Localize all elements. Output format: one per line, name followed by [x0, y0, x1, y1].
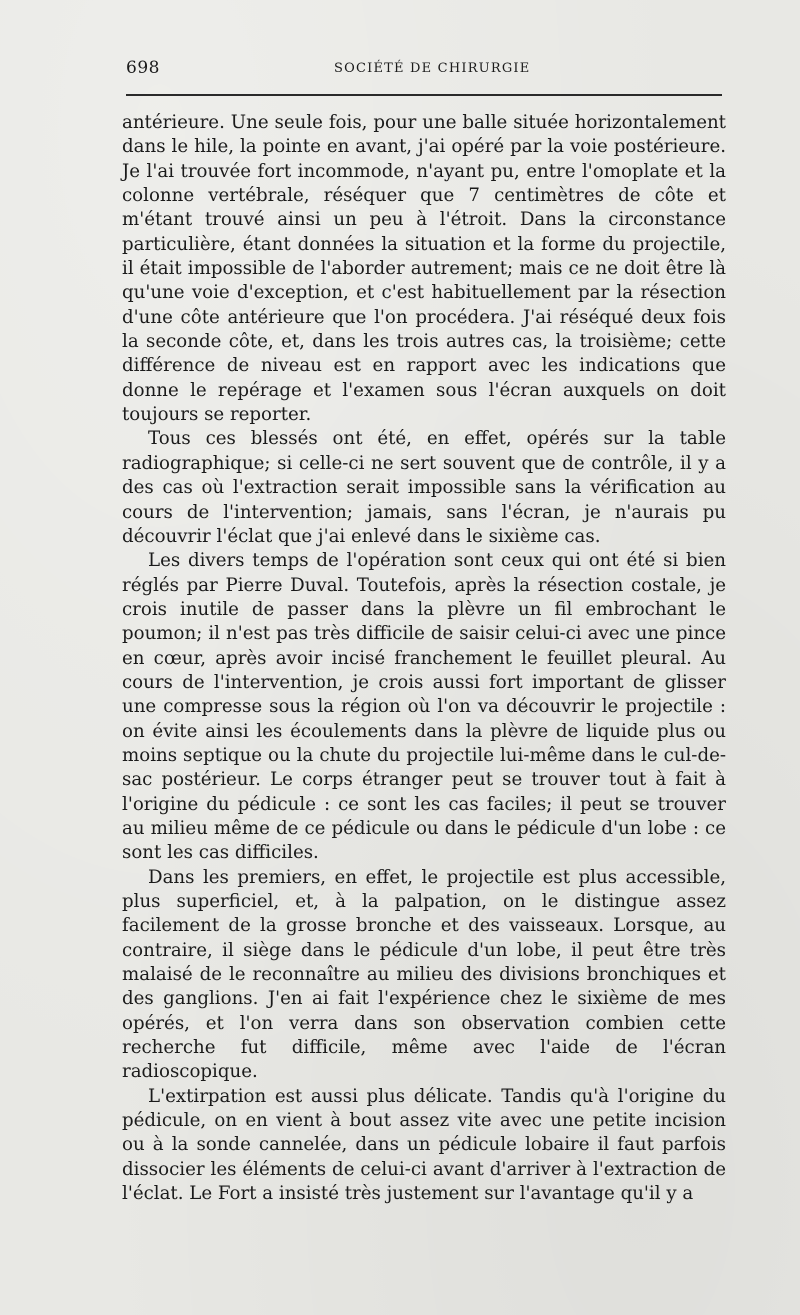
paragraph-operation-steps: Les divers temps de l'opération sont ceux qui ont été si bien réglés par Pierre Duval. Toutefois, après la résection costale, je crois inutile de passer dans la plèvre un fil embrochant le poumon; il n'est pas très difficile de saisir celui-ci avec une pince en cœur, après avoir incisé franchement le feuillet pleural. Au cours de l'intervention, je crois aussi fort important de glisser une compresse sous la région où l'on va découvrir le projectile : on évite ainsi les écoulements dans la plèvre de liquide plus ou moins septique ou la chute du projectile lui-même dans le cul-de-sac postérieur. Le corps étranger peut se trouver tout à fait à l'origine du pédicule : ce sont les cas faciles; il peut se trouver au milieu même de ce pédicule ou dans le pédicule d'un lobe : ce sont les cas difficiles. — [122, 550, 726, 864]
paragraph-first-cases: Dans les premiers, en effet, le projectile est plus accessible, plus superficiel, et, à la palpation, on le distingue assez facilement de la grosse bronche et des vaisseaux. Lorsque, au contraire, il siège dans le pédicule d'un lobe, il peut être très malaisé de le reconnaître au milieu des divisions bronchiques et des ganglions. J'en ai fait l'expérience chez le sixième de mes opérés, et l'on verra dans son observation combien cette recherche fut difficile, même avec l'aide de l'écran radioscopique. — [122, 866, 726, 1083]
paragraph-extirpation: L'extirpation est aussi plus délicate. Tandis qu'à l'origine du pédicule, on en vient à bout assez vite avec une petite incision ou à la sonde cannelée, dans un pédicule lobaire il faut parfois dissocier les éléments de celui-ci avant d'arriver à l'extraction de l'éclat. Le Fort a insisté très justement sur l'avantage qu'il y a — [122, 1085, 726, 1205]
header-rule — [126, 94, 722, 96]
body-text — [122, 111, 726, 1206]
running-head — [126, 58, 726, 80]
journal-title: SOCIÉTÉ DE CHIRURGIE — [334, 61, 531, 76]
paragraph-continuation: antérieure. Une seule fois, pour une balle située horizontalement dans le hile, la pointe en avant, j'ai opéré par la voie postérieure. Je l'ai trouvée fort incommode, n'ayant pu, entre l'omoplate et la colonne vertébrale, réséquer que 7 centimètres de côte et m'étant trouvé ainsi un peu à l'étroit. Dans la circonstance particulière, étant données la situation et la forme du projectile, il était impossible de l'aborder autrement; mais ce ne doit être là qu'une voie d'exception, et c'est habituellement par la résection d'une côte antérieure que l'on procédera. J'ai réséqué deux fois la seconde côte, et, dans les trois autres cas, la troisième; cette différence de niveau est en rapport avec les indications que donne le repérage et l'examen sous l'écran auxquels on doit toujours se reporter. — [122, 112, 726, 426]
page-number: 698 — [126, 58, 160, 78]
paragraph-radiographic-table: Tous ces blessés ont été, en effet, opérés sur la table radiographique; si celle-ci ne sert souvent que de contrôle, il y a des cas où l'extraction serait impossible sans la vérification au cours de l'intervention; jamais, sans l'écran, je n'aurais pu découvrir l'éclat que j'ai enlevé dans le sixième cas. — [122, 428, 726, 547]
